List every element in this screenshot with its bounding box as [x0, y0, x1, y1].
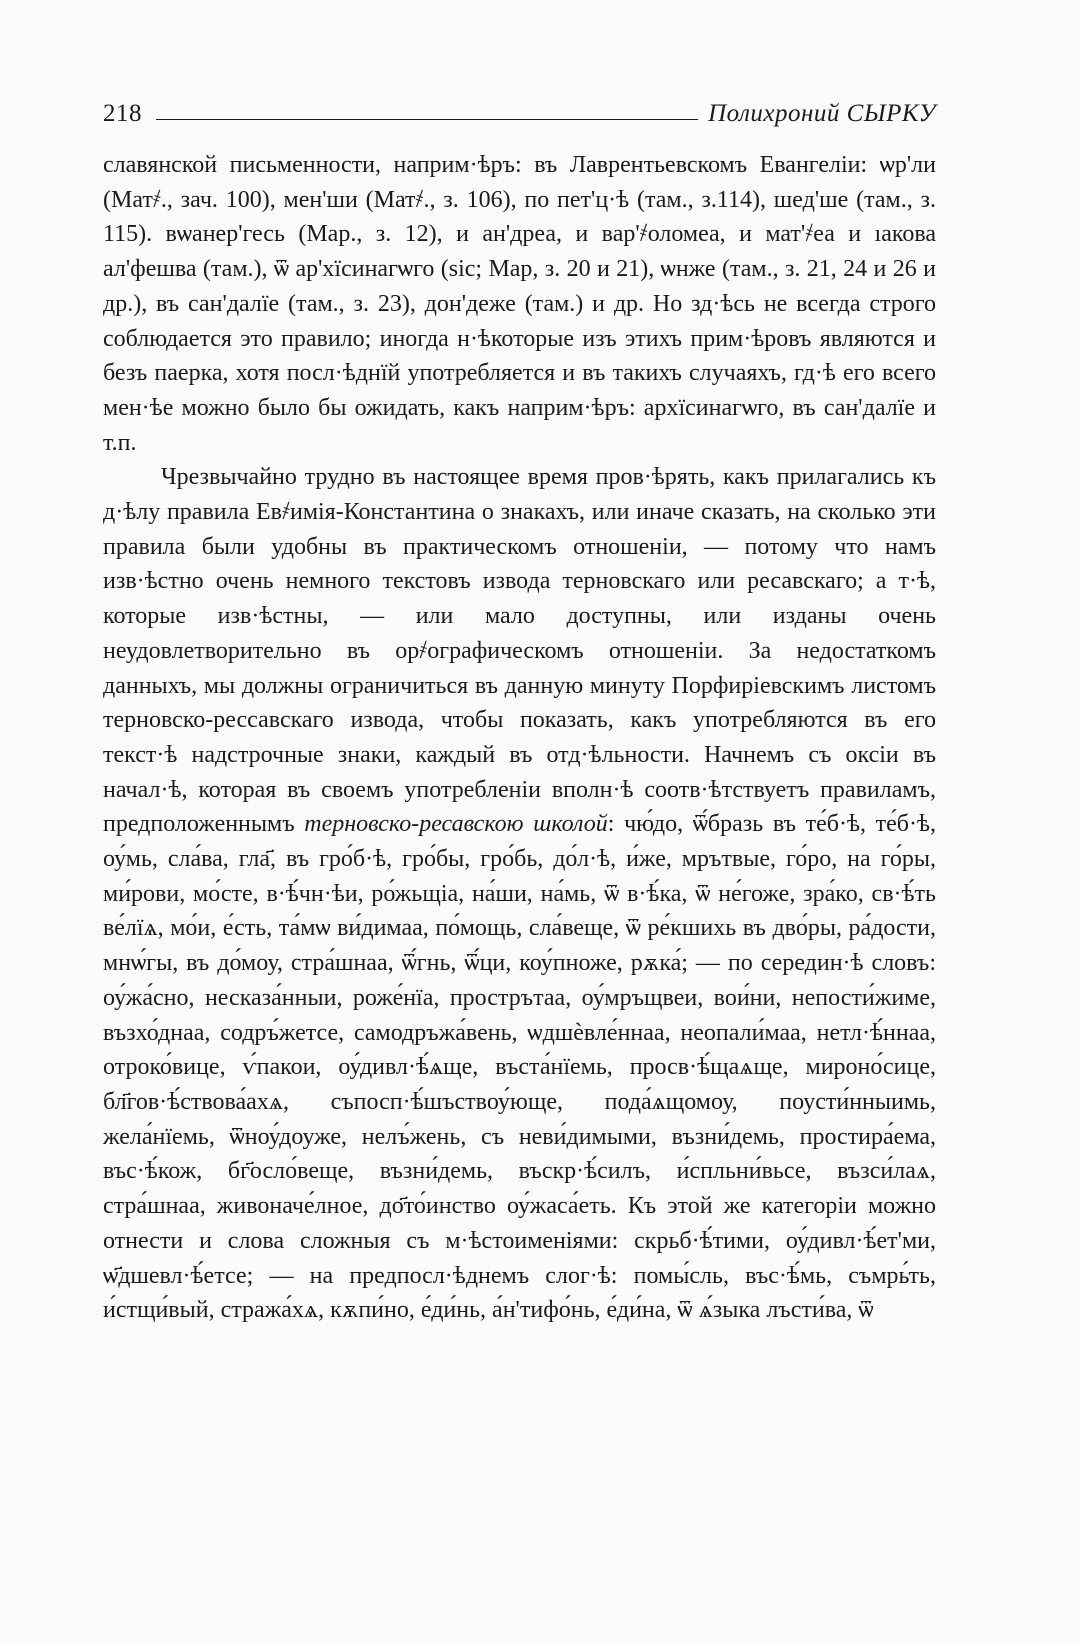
paragraph-2-emphasis: терновско-ресавскою школой	[304, 811, 608, 838]
paragraph-1-text: славянской письменности, наприм·ѣръ: въ Лаврентьевскомъ Евангеліи: ѡр'ли (Мат҂., зач. 100), мен'ши (Мат҂., з. 106), по пет'ц·ѣ (там., з.114), шед'ше (там., з. 115). вѡанер'гесь (Мар., з. 12), и ан'дреа, и вар'҂оломеа, и мат'҂еа и ıакова ал'фешва (там.), ѿ ар'хїсинагѡго (sic; Мар, з. 20 и 21), ѡнже (там., з. 21, 24 и 26 и др.), въ сан'далїе (там., з. 23), дон'деже (там.) и др. Но зд·ѣсь не всегда строго соблюдается это правило; иногда н·ѣкоторые изъ этихъ прим·ѣровъ являются и безъ паерка, хотя посл·ѣднїй употребляется и въ такихъ случаяхъ, гд·ѣ его всего мен·ѣе можно было бы ожидать, какъ наприм·ѣръ: архїсинагѡго, въ сан'далїе и т.п.	[103, 152, 936, 456]
running-title: Полихроний СЫРКУ	[708, 100, 936, 127]
book-page	[103, 92, 936, 1328]
paragraph-1	[103, 148, 936, 460]
page-number: 218	[103, 100, 142, 127]
running-head	[103, 92, 936, 136]
paragraph-2-text-after: : чю́до, ѿ́бразь въ те́б·ѣ, те́б·ѣ, оу́мь, сла́ва, гла҃, въ гро́б·ѣ, гро́бы, гро́бь, до́л·ѣ, и́же, мрътвые, го́ро, на го́ры, ми́рови, мо́сте, в·ѣ́чн·ѣи, ро́жьщіа, на́ши, на́мь, ѿ в·ѣ́ка, ѿ не́гоже, зра́ко, св·ѣ́ть ве́лїѧ, мо́и, е́сть, та́мѡ ви́димаа, по́мощь, сла́веще, ѿ ре́кшихь въ дво́ры, ра́дости, мнѡ́гы, въ до́моу, стра́шнаа, ѿ́гнь, ѿ́ци, коу́пноже, рѫка́; — по середин·ѣ словъ: оу́жа́сно, несказа́нныи, роже́нїа, прострътаа, оу́мръщвеи, вои́ни, непости́жиме, възхо́днаа, содръ́жетсе, самодръжа́вень, ѡдшѐвле́ннаа, неопали́маа, нетл·ѣ́ннаа, отроко́вице, ѵ́пакои, оу́дивл·ѣ́ѧще, въста́нїемь, просв·ѣ́щаѧще, мироно́сице, бл҃гов·ѣ́ствова́ахѧ, съпосп·ѣ́шъствоу́юще, пода́ѧщомоу, поусти́нныимь, жела́нїемь, ѿноу́доуже, нелъ́жень, съ неви́димыми, възни́демь, простира́ема, въс·ѣ́кож, бг҃осло́веще, възни́демь, въскр·ѣ́силъ, и́спльни́вьсе, възси́лаѧ, стра́шнаа, живоначе́лное, до҃то́инство оу́жаса́еть. Къ этой же категоріи можно отнести и слова сложныя съ м·ѣстоименіями: скрьб·ѣ́тими, оу́дивл·ѣ́ет'ми, ѡ҃дшевл·ѣ́етсе; — на предпосл·ѣднемъ слог·ѣ: помы́сль, въс·ѣ́мь, съмрь́ть, и́стщи́вый, стража́хѧ, кѫпи́но, е́ди́нь, а́н'тифо́нь, е́ди́на, ѿ ѧ́зыка лъсти́ва, ѿ	[103, 811, 936, 1324]
body-text	[103, 148, 936, 1328]
header-rule	[156, 119, 698, 120]
paragraph-2-text-before: Чрезвычайно трудно въ настоящее время пров·ѣрять, какъ прилагались къ д·ѣлу правила Ев҂имія-Константина о знакахъ, или иначе сказать, на сколько эти правила были удобны въ практическомъ отношеніи, — потому что намъ изв·ѣстно очень немного текстовъ извода терновскаго или ресавскаго; а т·ѣ, которые изв·ѣстны, — или мало доступны, или изданы очень неудовлетворительно въ ор҂ографическомъ отношеніи. За недостаткомъ данныхъ, мы должны ограничиться въ данную минуту Порфиріевскимъ листомъ терновско-рессавскаго извода, чтобы показать, какъ употребляются въ его текст·ѣ надстрочные знаки, каждый въ отд·ѣльности. Начнемъ съ оксіи въ начал·ѣ, которая въ своемъ употребленіи вполн·ѣ соотв·ѣтствуетъ правиламъ, предположеннымъ	[103, 464, 936, 838]
paragraph-2	[103, 460, 936, 1328]
